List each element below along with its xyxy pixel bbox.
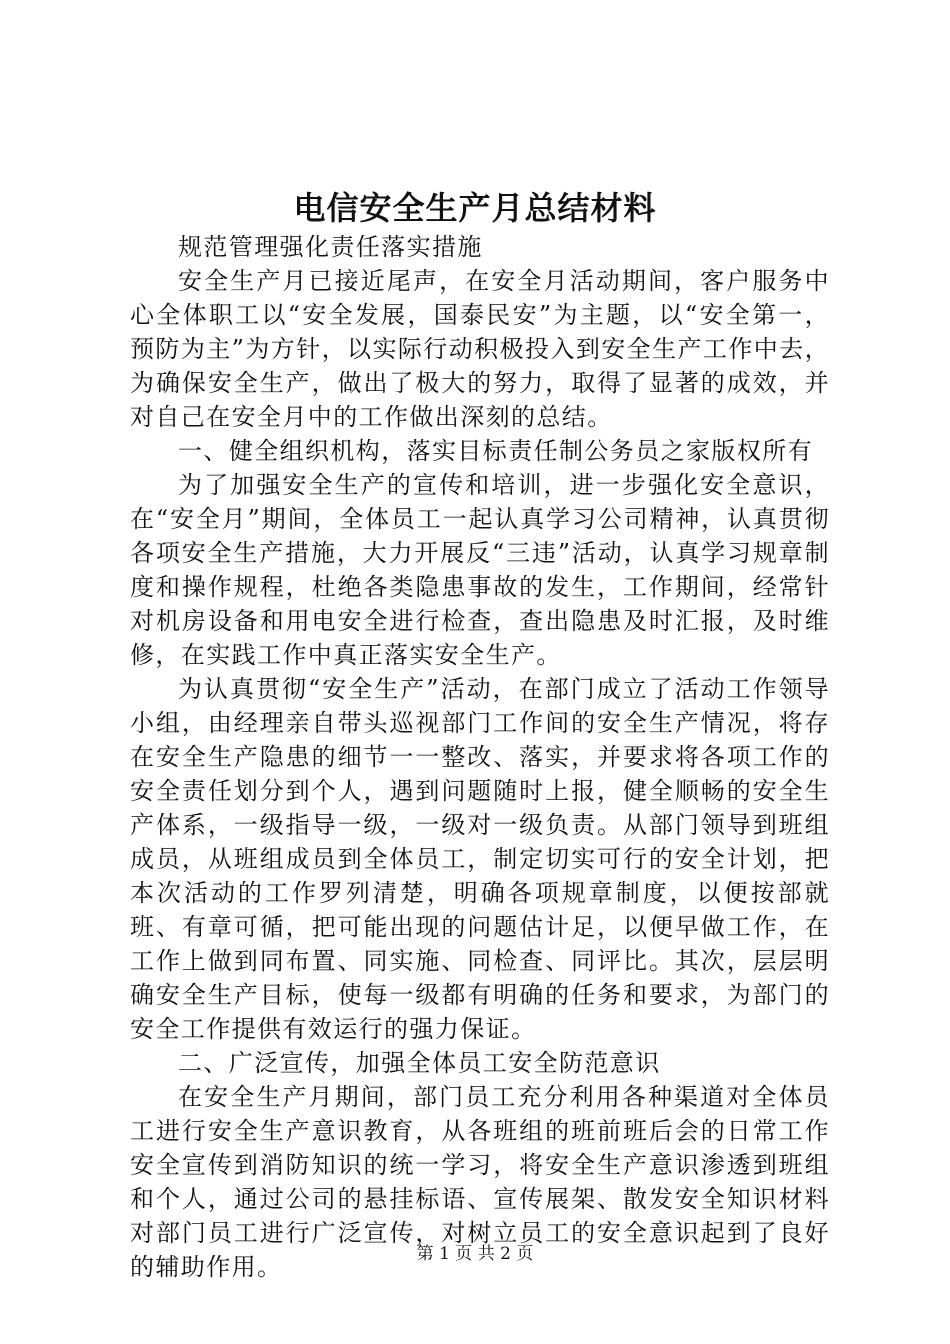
paragraph-subtitle: 规范管理强化责任落实措施 bbox=[178, 233, 483, 261]
paragraph-section-1b: 为认真贯彻“安全生产”活动，在部门成立了活动工作领导小组，由经理亲自带头巡视部门工作间的安全生产情况，将存在安全生产隐患的细节一一整改、落实，并要求将各项工作的安全责任划分到个人，遇到问题随时上报，健全顺畅的安全生产体系，一级指导一级，一级对一级负责。从部门领导到班组成员，从班组成员到全体员工，制定切实可行的安全计划，把本次活动的工作罗列清楚，明确各项规章制度，以便按部就班、有章可循，把可能出现的问题估计足，以便早做工作，在工作上做到同布置、同实施、同检查、同评比。其次，层层明确安全生产目标，使每一级都有明确的任务和要求，为部门的安全工作提供有效运行的强力保证。 bbox=[130, 675, 830, 1043]
paragraph-intro: 安全生产月已接近尾声，在安全月活动期间，客户服务中心全体职工以“安全发展，国泰民安”为主题，以“安全第一，预防为主”为方针，以实际行动积极投入到安全生产工作中去，为确保安全生产，做出了极大的努力，取得了显著的成效，并对自己在安全月中的工作做出深刻的总结。 bbox=[130, 267, 830, 431]
section-heading-2: 二、广泛宣传，加强全体员工安全防范意识 bbox=[178, 1049, 661, 1077]
document-body bbox=[130, 230, 830, 1284]
paragraph-section-1a: 为了加强安全生产的宣传和培训，进一步强化安全意识，在“安全月”期间，全体员工一起认真学习公司精神，认真贯彻各项安全生产措施，大力开展反“三违”活动，认真学习规章制度和操作规程，杜绝各类隐患事故的发生，工作期间，经常针对机房设备和用电安全进行检查，查出隐患及时汇报，及时维修，在实践工作中真正落实安全生产。 bbox=[130, 471, 830, 669]
paragraph-section-2: 在安全生产月期间，部门员工充分利用各种渠道对全体员工进行安全生产意识教育，从各班组的班前班后会的日常工作安全宣传到消防知识的统一学习，将安全生产意识渗透到班组和个人，通过公司的悬挂标语、宣传展架、散发安全知识材料对部门员工进行广泛宣传，对树立员工的安全意识起到了良好的辅助作用。 bbox=[130, 1083, 830, 1281]
document-title: 电信安全生产月总结材料 bbox=[293, 189, 657, 227]
section-heading-1: 一、健全组织机构，落实目标责任制公务员之家版权所有 bbox=[178, 437, 813, 465]
page-footer: 第 1 页 共 2 页 bbox=[416, 1244, 534, 1264]
